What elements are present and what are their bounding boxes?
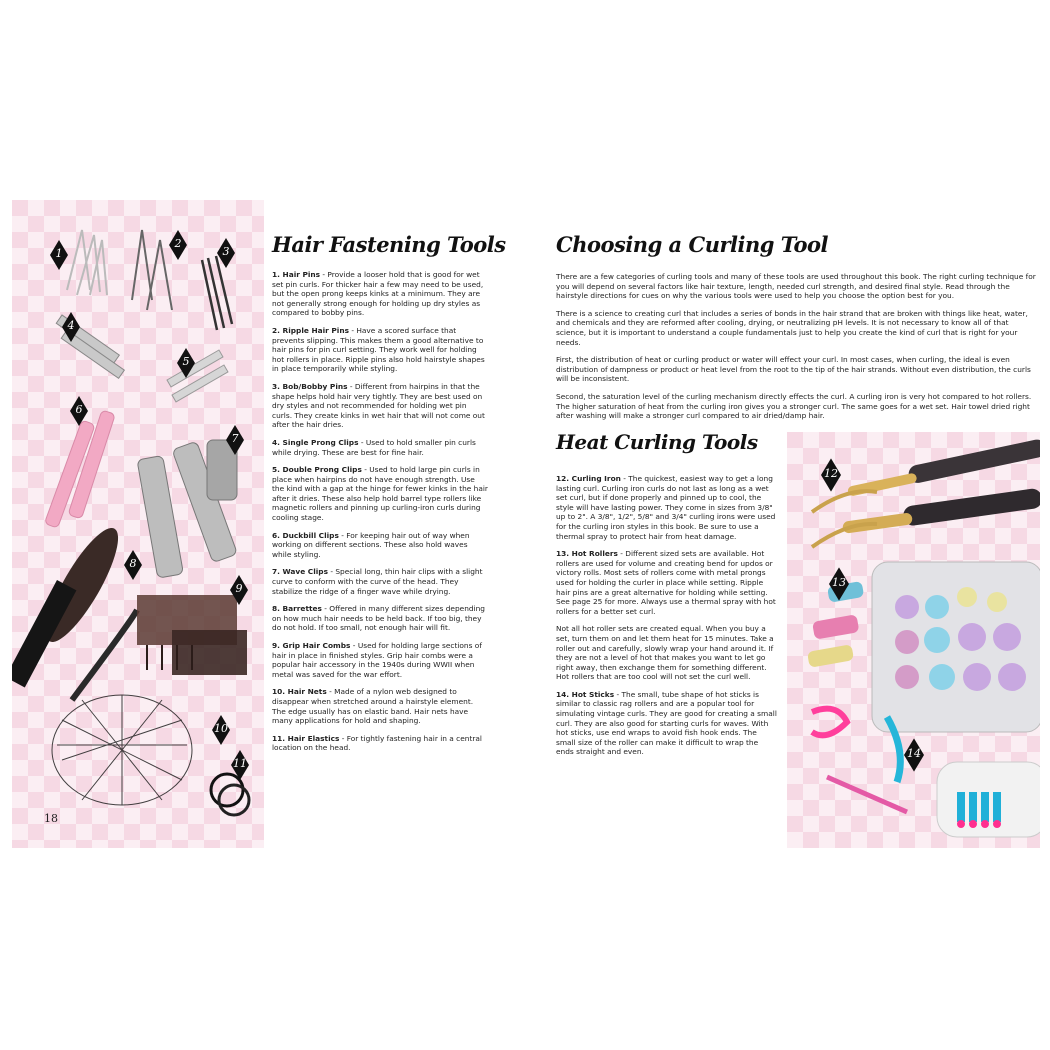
number-diamond: 9	[230, 575, 248, 605]
paragraph: There are a few categories of curling tools and many of these tools are used throughout this book. The right curling technique for you will depend on several factors like hair texture, length, needed curl strength, and desired final style. Read through the hairstyle directions for cues on why the various tools were used to help you choose the option best for you.	[556, 272, 1036, 301]
paragraph: First, the distribution of heat or curling product or water will effect your curl. In most cases, when curling, the ideal is even distribution of dampness or product or heat level from the root to the tip of the hair strands. Without even distribution, the curls will be inconsistent.	[556, 355, 1031, 384]
list-item: Not all hot roller sets are created equal. When you buy a set, turn them on and let them heat for 15 minutes. Take a roller out and carefully, slowly wrap your hand around it. If they are not a level of hot that makes you want to let go right away, then exchange them for something different. Hot rollers that are too cool will not set the curl well.	[556, 624, 774, 682]
number-diamond: 4	[62, 312, 80, 342]
list-item: 9. Grip Hair Combs - Used for holding large sections of hair in place in finished styles. Grip hair combs were a popular hair accessory in the 1940s during WWII when metal was saved for the war effort.	[272, 641, 482, 679]
number-diamond: 13	[829, 567, 849, 601]
list-item: 6. Duckbill Clips - For keeping hair out of way when working on different sections. These also hold waves while styling.	[272, 530, 470, 559]
choosing-curling-tool-heading: Choosing a Curling Tool	[556, 232, 828, 257]
list-item: 1. Hair Pins - Provide a looser hold that is good for wet set pin curls. For thicker hair a few may need to be used, but the open prong keeps kinks at a minimum. They are not generally strong enough for holding up dry styles as compared to bobby pins.	[272, 270, 484, 318]
hair-fastening-list	[272, 270, 488, 761]
intro-body	[556, 272, 1036, 429]
page-number: 18	[44, 812, 58, 825]
list-item: 12. Curling Iron - The quickest, easiest way to get a long lasting curl. Curling iron curls do not last as long as a wet set curl, but if done properly and pinned up to cool, the style will have lasting power. They come in sizes from 3/8" up to 2". A 3/8", 1/2", 5/8" and 3/4" curling irons were used for the curling iron styles in this book. Be sure to use a thermal spray to protect hair from heat damage.	[556, 474, 776, 541]
number-diamond: 8	[124, 550, 142, 580]
hair-fastening-heading: Hair Fastening Tools	[272, 232, 506, 257]
list-item: 3. Bob/Bobby Pins - Different from hairpins in that the shape helps hold hair very tightly. They are best used on dry styles and not recommended for holding wet pin curls. They create kinks in wet hair that will not come out after the hair dries.	[272, 381, 485, 430]
paragraph: Second, the saturation level of the curling mechanism directly effects the curl. A curling iron is very hot compared to hot rollers. The higher saturation of heat from the curling iron gives you a stronger curl. The same goes for a wet set. Hair towel dried right after washing will make a stronger curl compared to air dried/damp hair.	[556, 391, 1032, 421]
tools-illustration	[12, 200, 264, 848]
number-diamond: 10	[212, 715, 230, 745]
list-item: 2. Ripple Hair Pins - Have a scored surface that prevents slipping. This makes them a good alternative to hair pins for pin curl setting. They work well for holding hot rollers in place. Ripple pins also hold hairstyle shapes in place temporarily while styling.	[272, 325, 485, 374]
number-diamond: 2	[169, 230, 187, 260]
number-diamond: 12	[821, 458, 841, 492]
number-diamond: 6	[70, 396, 88, 426]
list-item: 4. Single Prong Clips - Used to hold smaller pin curls while drying. These are best for fine hair.	[272, 437, 476, 457]
heat-curling-list	[556, 474, 778, 765]
heat-curling-tools-heading: Heat Curling Tools	[556, 430, 758, 454]
list-item: 10. Hair Nets - Made of a nylon web designed to disappear when stretched around a hairstyle element. The edge usually has on elastic band. Hair nets have many applications for hold and shaping.	[272, 687, 474, 726]
heat-curling-tools-photo	[787, 432, 1040, 848]
list-item: 13. Hot Rollers - Different sized sets are available. Hot rollers are used for volume and creating bend for updos or victory rolls. Most sets of rollers come with metal prongs used for holding the curler in place while setting. Ripple hair pins are a great alternative for holding while setting. See page 25 for more. Always use a thermal spray with hot rollers for a better set curl.	[556, 549, 776, 616]
number-diamond: 1	[50, 240, 68, 270]
number-diamond: 5	[177, 348, 195, 378]
list-item: 7. Wave Clips - Special long, thin hair clips with a slight curve to conform with the curve of the head. They stabilize the ridge of a finger wave while drying.	[272, 567, 483, 596]
hair-fastening-tools-photo	[12, 200, 264, 848]
list-item: 8. Barrettes - Offered in many different sizes depending on how much hair needs to be held back. If too big, they do not hold. If too small, not enough hair will fit.	[272, 604, 485, 633]
number-diamond: 7	[226, 425, 244, 455]
list-item: 14. Hot Sticks - The small, tube shape of hot sticks is similar to classic rag rollers and are a popular tool for simulating vintage curls. They are good for creating a small curl. They are also good for starting curls for waves. With hot sticks, use end wraps to avoid fish hook ends. The small size of the roller can make it difficult to wrap the ends straight and even.	[556, 689, 777, 757]
number-diamond: 14	[904, 738, 924, 772]
number-diamond: 11	[231, 750, 249, 780]
curling-tools-illustration	[787, 432, 1040, 848]
list-item: 11. Hair Elastics - For tightly fastening hair in a central location on the head.	[272, 733, 482, 753]
list-item: 5. Double Prong Clips - Used to hold large pin curls in place when hairpins do not have enough strength. Use the kind with a gap at the hinge for fewer kinks in the hair after it dries. These also help hold barrel type rollers like magnetic rollers and pinning up curling-iron curls during cooling stage.	[272, 465, 488, 523]
number-diamond: 3	[217, 238, 235, 268]
paragraph: There is a science to creating curl that includes a series of bonds in the hair strand that are broken with things like heat, water, and chemicals and they are reformed after cooling, drying, or neutralizing pH levels. It is not necessary to know all of that science, but it is important to understand a couple fundamentals just to help you create the kind of curl that is right for your needs.	[556, 308, 1028, 347]
